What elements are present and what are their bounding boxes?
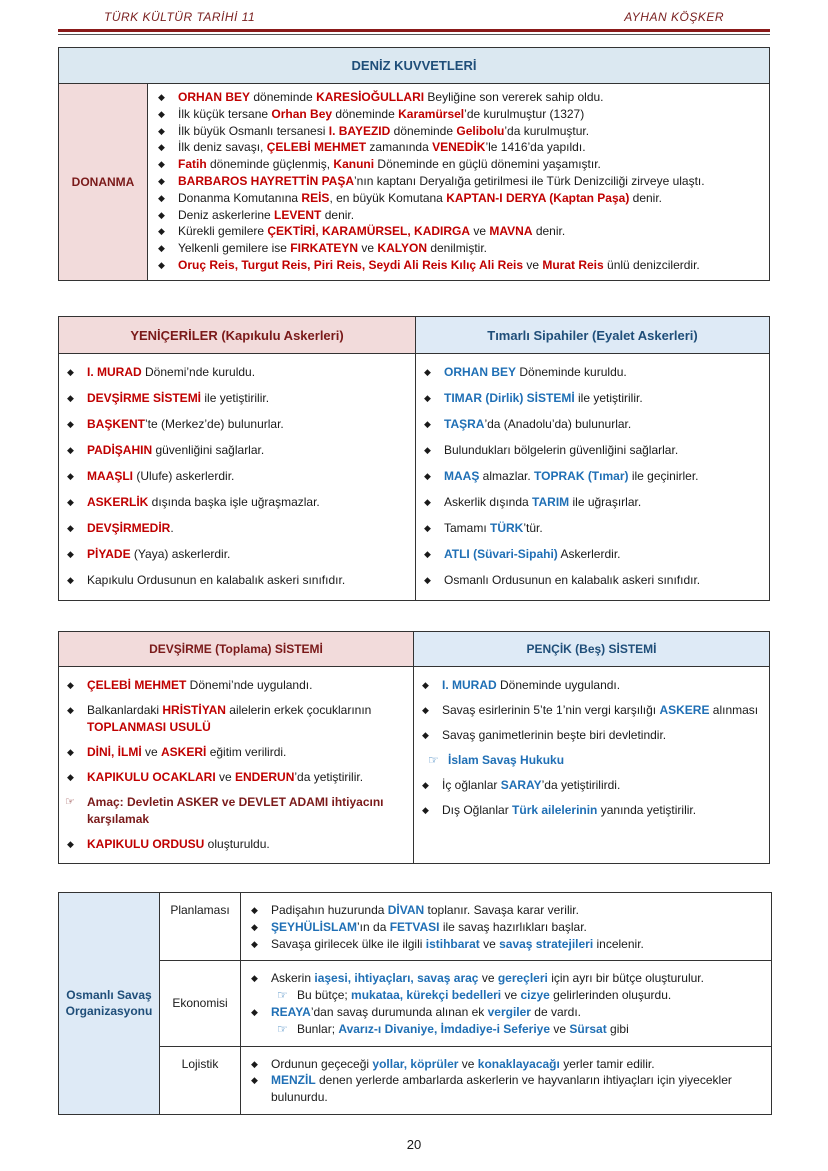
highlight-text: REAYA: [271, 1004, 311, 1019]
text-run: de vardı.: [530, 1004, 581, 1019]
list-item: [424, 364, 763, 381]
highlight-text: MAVNA: [489, 224, 533, 239]
list-item: [67, 390, 409, 407]
highlight-text: FETVASI: [389, 919, 440, 934]
organizasyon-row-name: Planlaması: [160, 893, 241, 961]
list-item: [424, 546, 763, 563]
list-item: [67, 769, 407, 786]
header-right-author: AYHAN KÖŞKER: [624, 10, 724, 24]
deniz-table: [58, 47, 770, 281]
highlight-text: ASKERİ: [161, 744, 207, 759]
text-run: Dönemi’nde kuruldu.: [141, 365, 256, 379]
text-run: ve: [458, 1056, 478, 1071]
text-run: ve: [470, 224, 490, 239]
list-item: [67, 836, 407, 853]
text-run: Kürekli gemilere: [178, 224, 268, 239]
text-run: ve: [523, 257, 543, 272]
text-run: (Ulufe) askerlerdir.: [133, 468, 235, 483]
list-item: [424, 494, 763, 511]
highlight-text: TOPLANMASI USULÜ: [87, 719, 211, 734]
text-run: Döneminde uygulandı.: [496, 678, 621, 692]
text-run: ile yetiştirilir.: [201, 390, 270, 405]
list-item: [67, 744, 407, 761]
deniz-list: [158, 89, 761, 274]
highlight-text: Murat Reis: [542, 257, 604, 272]
sipahi-title: Tımarlı Sipahiler (Eyalet Askerleri): [416, 317, 770, 354]
text-run: Askerin: [271, 971, 315, 986]
list-item: [158, 223, 761, 240]
text-run: Beyliğine son vererek sahip oldu.: [424, 90, 604, 104]
text-run: İlk deniz savaşı,: [178, 140, 267, 155]
highlight-text: REİS: [301, 190, 330, 205]
sub-item: [422, 752, 763, 769]
highlight-text: I. BAYEZID: [328, 123, 391, 138]
text-run: döneminde güçlenmiş,: [206, 157, 334, 172]
text-run: Askerlerdir.: [557, 546, 621, 561]
organizasyon-list: [251, 970, 763, 1037]
text-run: ’da (Anadolu’da) bulunurlar.: [484, 416, 632, 431]
organizasyon-list: [251, 902, 763, 952]
sub-item: [251, 1021, 763, 1038]
highlight-text: MAAŞ: [444, 468, 480, 483]
text-run: döneminde: [250, 90, 317, 104]
pencik-list: [422, 677, 763, 819]
text-run: Tamamı: [444, 520, 491, 535]
text-run: , en büyük Komutana: [329, 190, 447, 205]
text-run: Dönemi’nde uygulandı.: [186, 678, 313, 692]
text-run: Balkanlardaki: [87, 703, 163, 718]
list-item: [424, 572, 763, 589]
text-run: Savaşa girilecek ülke ile ilgili: [271, 936, 426, 951]
list-item: [422, 702, 763, 719]
list-item: [422, 802, 763, 819]
highlight-text: HRİSTİYAN: [162, 703, 226, 718]
highlight-text: ORHAN BEY: [444, 365, 517, 379]
text-run: ailelerin erkek çocuklarının: [225, 703, 372, 718]
header-left-title: TÜRK KÜLTÜR TARİHİ 11: [104, 10, 256, 24]
yeniceri-title: YENİÇERİLER (Kapıkulu Askerleri): [59, 317, 416, 354]
text-run: döneminde: [332, 106, 399, 121]
text-run: incelenir.: [593, 936, 644, 951]
highlight-text: TARIM: [532, 494, 570, 509]
highlight-text: TOPRAK (Tımar): [534, 468, 629, 483]
text-run: için ayrı bir bütçe oluşturulur.: [547, 971, 704, 986]
list-item: [158, 123, 761, 140]
list-item: [424, 416, 763, 433]
text-run: ’le 1416’da yapıldı.: [485, 140, 586, 155]
text-run: ’nın kaptanı Deryalığa getirilmesi ile Türk Denizciliği zirveye ulaştı.: [354, 173, 705, 188]
text-run: .: [170, 520, 174, 535]
highlight-text: cizye: [520, 988, 550, 1003]
highlight-text: PİYADE: [87, 546, 131, 561]
highlight-text: Amaç: Devletin ASKER ve DEVLET ADAMI ihtiyacını karşılamak: [87, 795, 384, 826]
text-run: ’da yetiştirilir.: [294, 770, 364, 785]
text-run: Donanma Komutanına: [178, 190, 302, 205]
list-item: [158, 139, 761, 156]
list-item: [424, 520, 763, 537]
list-item: [67, 364, 409, 381]
highlight-text: BAŞKENT: [87, 416, 146, 431]
highlight-text: İslam Savaş Hukuku: [448, 753, 565, 768]
text-run: yerler tamir edilir.: [559, 1056, 655, 1071]
list-item: [251, 936, 763, 953]
highlight-text: KAPIKULU OCAKLARI: [87, 770, 216, 785]
devsirme-title: DEVŞİRME (Toplama) SİSTEMİ: [59, 632, 414, 667]
text-run: eğitim verilirdi.: [206, 744, 287, 759]
text-run: İlk küçük tersane: [178, 106, 272, 121]
list-item: [158, 257, 761, 274]
list-item: [422, 677, 763, 694]
text-run: Bulundukları bölgelerin güvenliğini sağlarlar.: [444, 442, 679, 457]
text-run: Ordunun geçeceği: [271, 1056, 373, 1071]
highlight-text: BARBAROS HAYRETTİN PAŞA: [178, 173, 355, 188]
page-number: 20: [406, 1137, 422, 1152]
highlight-text: I. MURAD: [442, 678, 497, 692]
list-item: [251, 987, 763, 1004]
list-item: [67, 677, 407, 694]
text-run: döneminde: [390, 123, 457, 138]
text-run: ’tür.: [523, 520, 543, 535]
deniz-title: DENİZ KUVVETLERİ: [59, 48, 770, 84]
devsirme-list: [67, 677, 407, 853]
list-item: [158, 106, 761, 123]
list-item: [67, 794, 407, 828]
text-run: ile savaş hazırlıkları başlar.: [439, 919, 587, 934]
devsirme-table: [58, 631, 770, 864]
highlight-text: ÇEKTİRİ, KARAMÜRSEL, KADIRGA: [267, 224, 471, 239]
list-item: [158, 190, 761, 207]
text-run: ve: [478, 971, 498, 986]
list-item: [251, 1021, 763, 1038]
organizasyon-row-name: Lojistik: [160, 1046, 241, 1114]
highlight-text: DİNİ, İLMİ: [87, 744, 142, 759]
yeniceri-table: [58, 316, 770, 601]
highlight-text: yollar, köprüler: [372, 1056, 459, 1071]
highlight-text: ORHAN BEY: [178, 90, 251, 104]
highlight-text: ATLI (Süvari-Sipahi): [444, 546, 558, 561]
highlight-text: LEVENT: [274, 207, 322, 222]
highlight-text: Gelibolu: [456, 123, 505, 138]
highlight-text: VENEDİK: [432, 140, 486, 155]
highlight-text: Türk ailelerinin: [512, 803, 598, 818]
sipahi-list: [424, 364, 763, 589]
text-run: gelirlerinden oluşurdu.: [549, 988, 672, 1003]
text-run: İlk büyük Osmanlı tersanesi: [178, 123, 329, 138]
list-item: [251, 1072, 763, 1106]
highlight-text: Avarız-ı Divaniye, İmdadiye-i Seferiye: [338, 1021, 551, 1036]
highlight-text: ŞEYHÜLİSLAM: [271, 919, 358, 934]
text-run: ’da kurulmuştur.: [504, 123, 590, 138]
text-run: alınması: [709, 703, 759, 718]
list-item: [251, 1056, 763, 1073]
list-item: [67, 546, 409, 563]
text-run: ’te (Merkez’de) bulunurlar.: [145, 416, 284, 431]
list-item: [251, 902, 763, 919]
highlight-text: Oruç Reis, Turgut Reis, Piri Reis, Seydi Ali Reis Kılıç Ali Reis: [178, 257, 523, 272]
list-item: [67, 442, 409, 459]
highlight-text: MAAŞLI: [87, 468, 133, 483]
highlight-text: DEVŞİRME SİSTEMİ: [87, 390, 202, 405]
highlight-text: istihbarat: [425, 936, 480, 951]
highlight-text: SARAY: [500, 778, 542, 793]
text-run: Dış Oğlanlar: [442, 803, 513, 818]
text-run: ’dan savaş durumunda alınan ek: [310, 1004, 488, 1019]
list-item: [158, 207, 761, 224]
highlight-text: KALYON: [377, 241, 427, 256]
text-run: ve: [550, 1021, 570, 1036]
text-run: Yelkenli gemilere ise: [178, 241, 291, 256]
text-run: gibi: [606, 1021, 629, 1036]
text-run: Savaş ganimetlerinin beşte biri devletindir.: [442, 728, 667, 743]
header-rule: [58, 29, 770, 32]
text-run: Kapıkulu Ordusunun en kalabalık askeri sınıfıdır.: [87, 572, 346, 587]
text-run: almazlar.: [479, 468, 535, 483]
text-run: Döneminde en güçlü dönemini yaşamıştır.: [374, 157, 601, 172]
text-run: ile yetiştirilir.: [574, 390, 643, 405]
list-item: [251, 970, 763, 987]
list-item: [158, 240, 761, 257]
highlight-text: DEVŞİRMEDİR: [87, 520, 171, 535]
text-run: ’da yetiştirilirdi.: [541, 778, 621, 793]
text-run: toplanır. Savaşa karar verilir.: [424, 903, 579, 917]
list-item: [422, 752, 763, 769]
highlight-text: Karamürsel: [398, 106, 465, 121]
list-item: [422, 727, 763, 744]
text-run: Osmanlı Ordusunun en kalabalık askeri sınıfıdır.: [444, 572, 701, 587]
yeniceri-list: [67, 364, 409, 589]
text-run: Padişahın huzurunda: [271, 903, 388, 917]
highlight-text: Orhan Bey: [271, 106, 333, 121]
highlight-text: savaş stratejileri: [499, 936, 594, 951]
list-item: [67, 520, 409, 537]
sub-item: [251, 987, 763, 1004]
organizasyon-row-name: Ekonomisi: [160, 961, 241, 1046]
highlight-text: KAPTAN-I DERYA (Kaptan Paşa): [446, 190, 630, 205]
text-run: ve: [358, 241, 378, 256]
list-item: [251, 1004, 763, 1021]
text-run: Bunlar;: [297, 1021, 339, 1036]
list-item: [67, 702, 407, 736]
organizasyon-table: [58, 892, 772, 1115]
text-run: zamanında: [366, 140, 433, 155]
highlight-text: DİVAN: [387, 903, 425, 917]
donanma-label: DONANMA: [59, 84, 148, 281]
highlight-text: Fatih: [178, 157, 207, 172]
text-run: (Yaya) askerlerdir.: [130, 546, 231, 561]
highlight-text: FIRKATEYN: [290, 241, 359, 256]
list-item: [251, 919, 763, 936]
list-item: [67, 572, 409, 589]
highlight-text: KARESİOĞULLARI: [316, 90, 425, 104]
list-item: [424, 468, 763, 485]
list-item: [67, 468, 409, 485]
text-run: denir.: [532, 224, 566, 239]
highlight-text: vergiler: [487, 1004, 531, 1019]
text-run: denir.: [629, 190, 663, 205]
text-run: ve: [501, 988, 521, 1003]
highlight-text: ÇELEBİ MEHMET: [266, 140, 367, 155]
text-run: ve: [141, 744, 162, 759]
text-run: dışında başka işle uğraşmazlar.: [148, 494, 320, 509]
text-run: oluşturuldu.: [204, 837, 270, 852]
highlight-text: TAŞRA: [444, 416, 485, 431]
list-item: [422, 777, 763, 794]
text-run: İç oğlanlar: [442, 778, 501, 793]
highlight-text: KAPIKULU ORDUSU: [87, 837, 205, 852]
text-run: Döneminde kuruldu.: [516, 365, 627, 379]
list-item: [67, 494, 409, 511]
highlight-text: gereçleri: [497, 971, 548, 986]
text-run: ünlü denizcilerdir.: [603, 257, 700, 272]
text-run: Savaş esirlerinin 5’te 1’nin vergi karşılığı: [442, 703, 660, 718]
highlight-text: konaklayacağı: [477, 1056, 560, 1071]
text-run: ile uğraşırlar.: [569, 494, 642, 509]
text-run: ve: [215, 770, 236, 785]
highlight-text: TÜRK: [490, 520, 524, 535]
text-run: ve: [479, 936, 500, 951]
list-item: [158, 156, 761, 173]
list-item: [424, 390, 763, 407]
text-run: Deniz askerlerine: [178, 207, 275, 222]
text-run: ’ın da: [357, 919, 390, 934]
text-run: yanında yetiştirilir.: [597, 803, 697, 818]
highlight-text: Sürsat: [569, 1021, 607, 1036]
pencik-title: PENÇİK (Beş) SİSTEMİ: [414, 632, 770, 667]
highlight-text: iaşesi, ihtiyaçları, savaş araç: [314, 971, 479, 986]
text-run: denir.: [321, 207, 355, 222]
highlight-text: MENZİL: [271, 1073, 316, 1088]
organizasyon-label: Osmanlı Savaş Organizasyonu: [59, 893, 160, 1115]
highlight-text: TIMAR (Dirlik) SİSTEMİ: [444, 390, 575, 405]
list-item: [424, 442, 763, 459]
list-item: [67, 416, 409, 433]
list-item: [158, 173, 761, 190]
highlight-text: ASKERLİK: [87, 494, 149, 509]
highlight-text: ASKERE: [659, 703, 710, 718]
highlight-text: mukataa, kürekçi bedelleri: [351, 988, 502, 1003]
text-run: Askerlik dışında: [444, 494, 533, 509]
text-run: ile geçinirler.: [628, 468, 699, 483]
organizasyon-list: [251, 1056, 763, 1106]
list-item: [158, 89, 761, 106]
text-run: denen yerlerde ambarlarda askerlerin ve hayvanların ihtiyaçları için yiyecekler bulunurdu.: [271, 1073, 732, 1105]
text-run: denilmiştir.: [427, 241, 488, 256]
header-rule-thin: [58, 34, 770, 35]
text-run: güvenliğini sağlarlar.: [152, 442, 265, 457]
highlight-text: ENDERUN: [235, 770, 295, 785]
text-run: Bu bütçe;: [297, 988, 352, 1003]
highlight-text: Kanuni: [333, 157, 375, 172]
text-run: ’de kurulmuştur (1327): [464, 106, 585, 121]
highlight-text: PADİŞAHIN: [87, 442, 153, 457]
highlight-text: I. MURAD: [87, 365, 142, 379]
highlight-text: ÇELEBİ MEHMET: [87, 678, 187, 692]
